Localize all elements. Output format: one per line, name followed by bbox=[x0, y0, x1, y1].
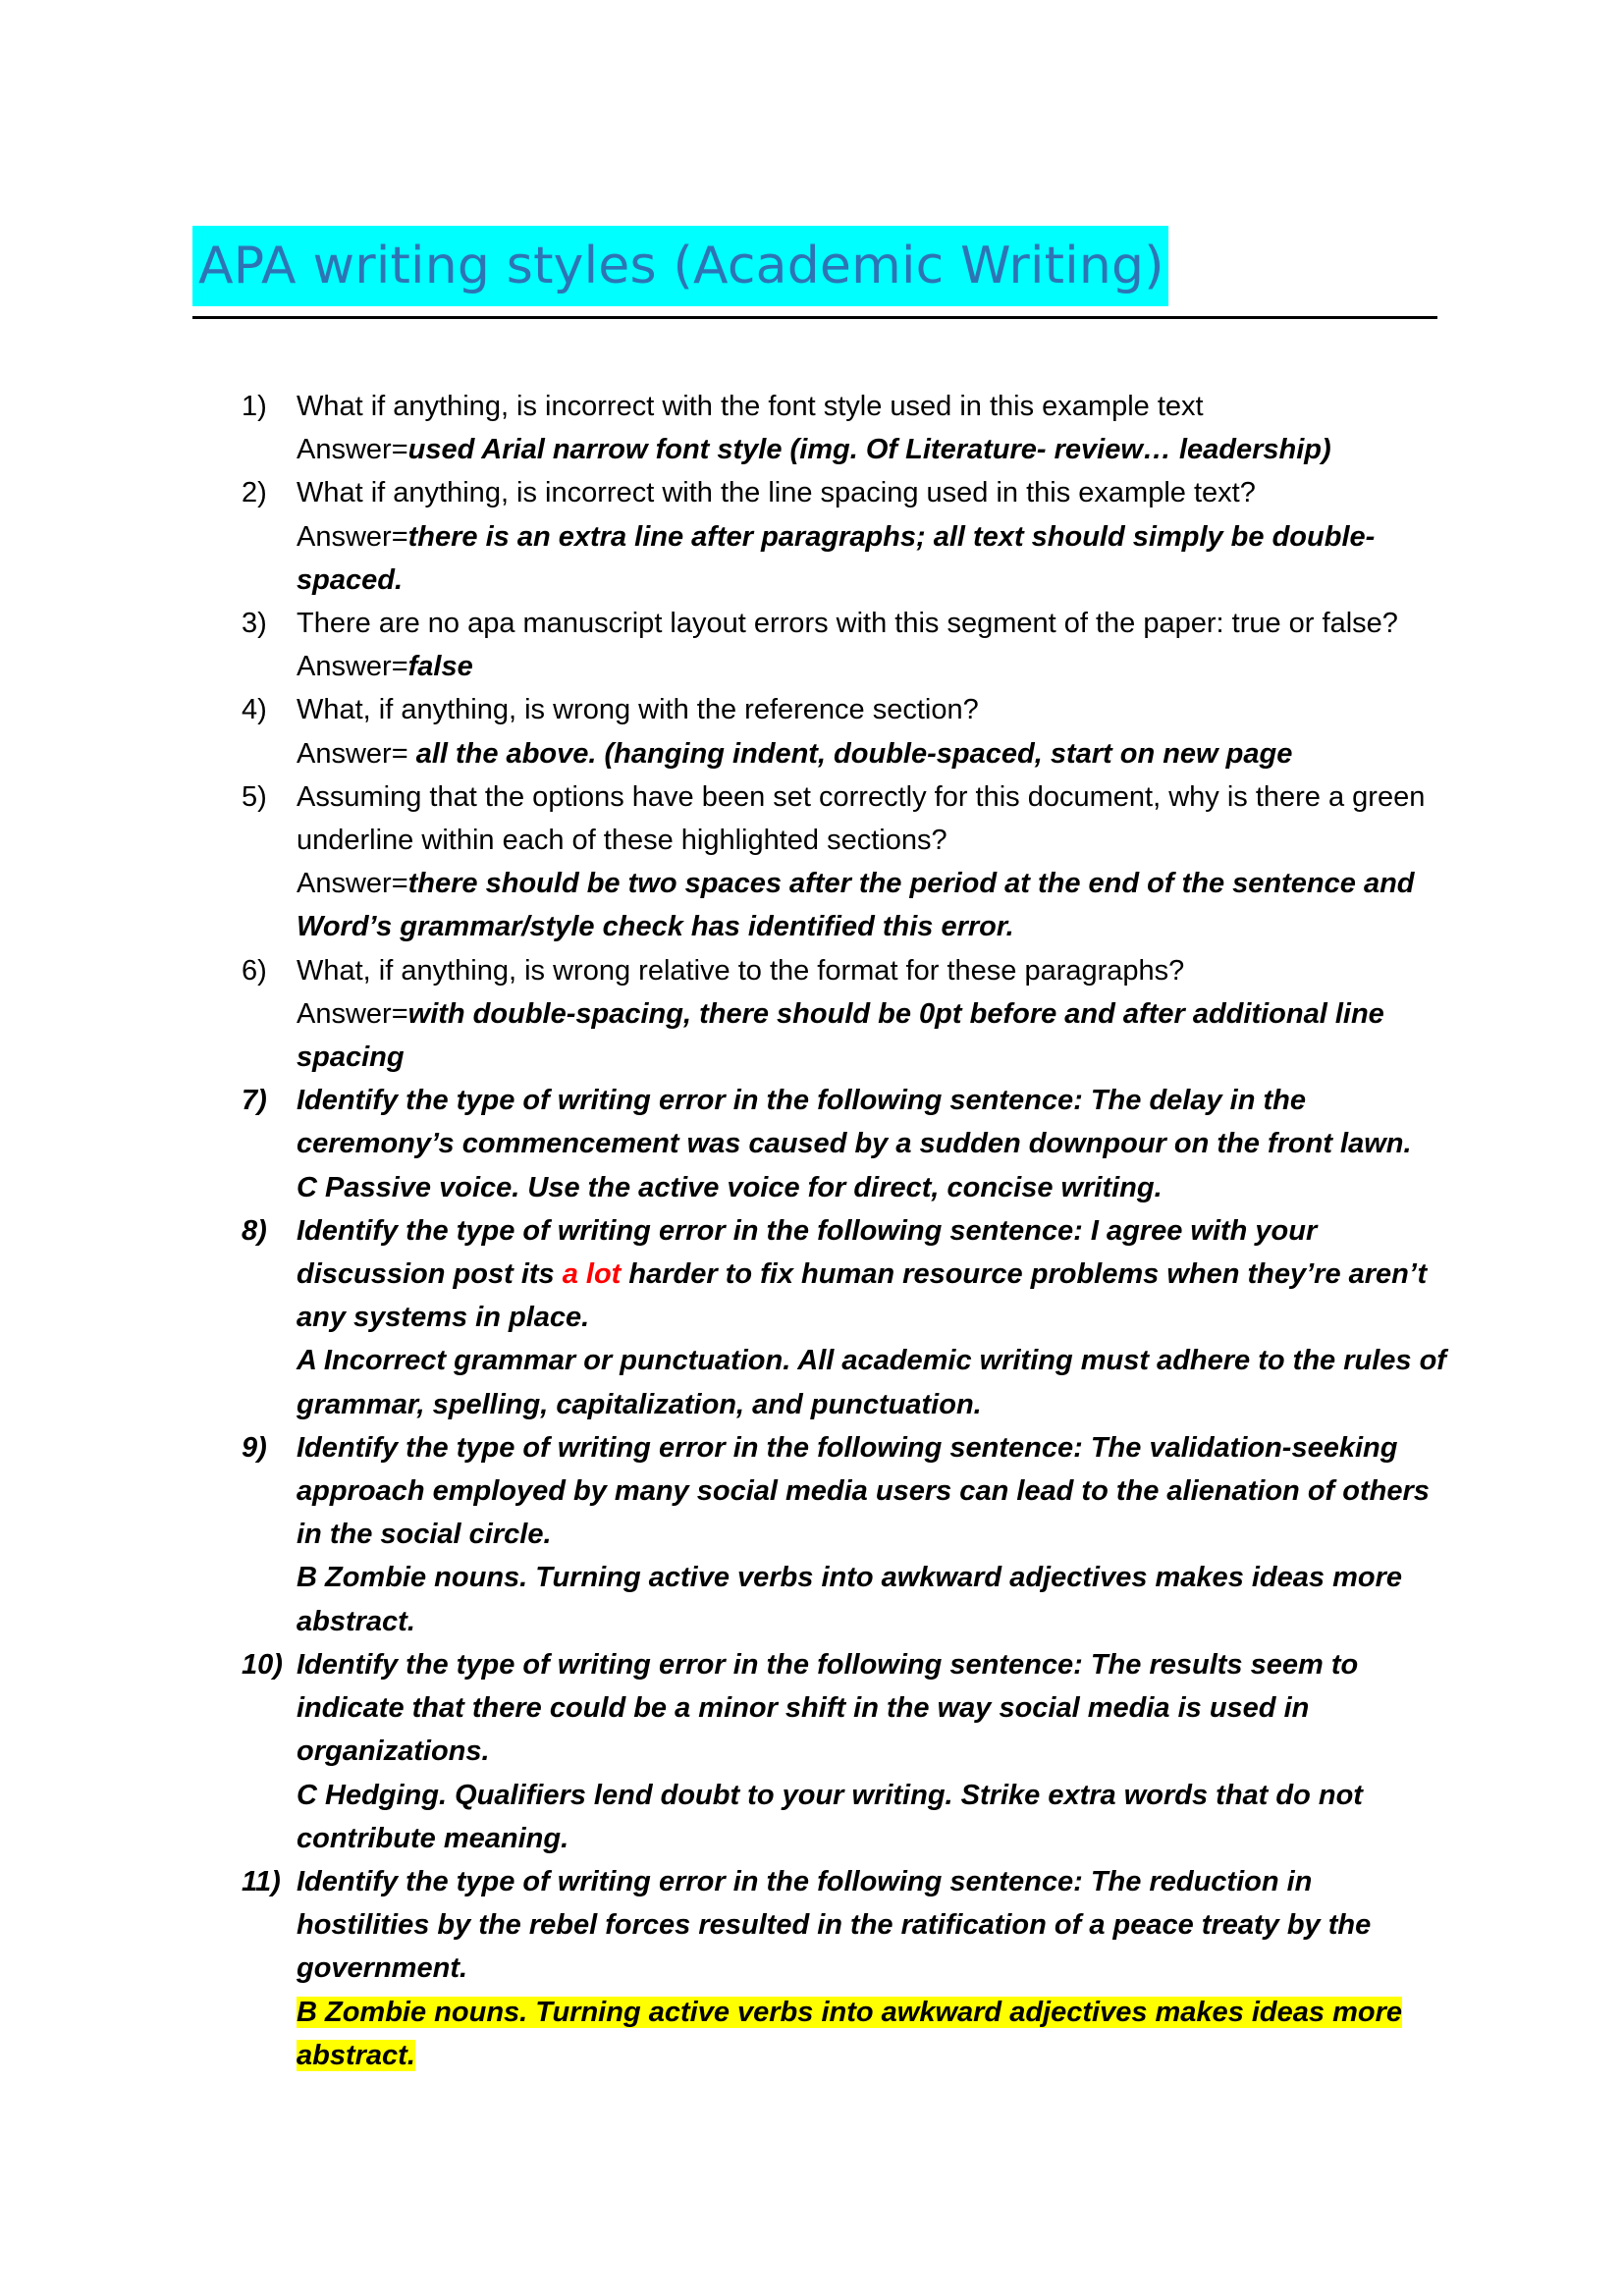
question-text: Assuming that the options have been set correctly for this document, why is there a green underline within each of these highlighted sections? bbox=[297, 780, 1426, 857]
document-title: APA writing styles (Academic Writing) bbox=[192, 226, 1168, 306]
question-list bbox=[242, 385, 1449, 2077]
question-text-start: Identify the type of writing error in the following sentence: I agree with your discussion post its bbox=[297, 1214, 1318, 1291]
question-item-9 bbox=[242, 1426, 1449, 1643]
question-item-10 bbox=[242, 1643, 1449, 1860]
question-text: What if anything, is incorrect with the line spacing used in this example text? bbox=[297, 477, 1256, 509]
title-block bbox=[192, 226, 1437, 319]
answer-label: Answer= bbox=[297, 997, 408, 1030]
answer-text: there should be two spaces after the period at the end of the sentence and Word’s grammar/style check has identified this error. bbox=[297, 868, 1415, 943]
question-item-2 bbox=[242, 471, 1449, 602]
answer-text-block bbox=[297, 1991, 1449, 2077]
answer-line bbox=[297, 515, 1449, 602]
highlighted-error-phrase: a lot bbox=[562, 1258, 622, 1291]
answer-text: C Passive voice. Use the active voice for direct, concise writing. bbox=[297, 1171, 1163, 1203]
question-number: 6) bbox=[242, 954, 267, 987]
answer-text: A Incorrect grammar or punctuation. All academic writing must adhere to the rules of grammar, spelling, capitalization, and punctuation. bbox=[297, 1345, 1446, 1420]
question-number: 7) bbox=[242, 1085, 267, 1117]
question-number: 9) bbox=[242, 1431, 267, 1464]
answer-label: Answer= bbox=[297, 868, 408, 900]
question-item-11 bbox=[242, 1860, 1449, 2077]
answer-text: B Zombie nouns. Turning active verbs into awkward adjectives makes ideas more abstract. bbox=[297, 1562, 1403, 1637]
question-item-8 bbox=[242, 1209, 1449, 1426]
question-item-3 bbox=[242, 602, 1449, 688]
question-text: Identify the type of writing error in the following sentence: The validation-seeking approach employed by many social media users can lead to the alienation of others in the social circle. bbox=[297, 1431, 1430, 1551]
answer-text: false bbox=[407, 651, 473, 683]
question-text: There are no apa manuscript layout errors with this segment of the paper: true or false? bbox=[297, 608, 1398, 640]
question-item-4 bbox=[242, 688, 1449, 774]
question-number: 4) bbox=[242, 694, 267, 726]
question-item-5 bbox=[242, 775, 1449, 949]
answer-label: Answer= bbox=[297, 737, 416, 770]
answer-line bbox=[297, 428, 1449, 471]
question-number: 5) bbox=[242, 780, 267, 813]
question-text: What if anything, is incorrect with the font style used in this example text bbox=[297, 391, 1204, 422]
question-number: 11) bbox=[242, 1865, 281, 1897]
answer-text: all the above. (hanging indent, double-spaced, start on new page bbox=[415, 737, 1293, 770]
question-text-end: harder to fix human resource problems when they’re aren’t any systems in place. bbox=[297, 1258, 1428, 1334]
question-with-answer bbox=[297, 602, 1449, 688]
question-number: 1) bbox=[242, 391, 267, 422]
question-number: 3) bbox=[242, 608, 267, 640]
question-text: What, if anything, is wrong with the reference section? bbox=[297, 694, 979, 726]
answer-line bbox=[297, 862, 1449, 948]
answer-text: with double-spacing, there should be 0pt before and after additional line spacing bbox=[297, 997, 1384, 1074]
answer-text: used Arial narrow font style (img. Of Literature- review… leadership) bbox=[407, 434, 1331, 466]
answer-label: Answer= bbox=[297, 434, 408, 466]
answer-line bbox=[297, 992, 1449, 1079]
question-text: Identify the type of writing error in the following sentence: The reduction in hostilities by the rebel forces resulted in the ratification of a peace treaty by the government. bbox=[297, 1865, 1372, 1985]
question-item-1 bbox=[242, 385, 1449, 471]
question-item-6 bbox=[242, 949, 1449, 1080]
answer-label: Answer= bbox=[297, 651, 408, 683]
answer-text: there is an extra line after paragraphs; all text should simply be double-spaced. bbox=[297, 520, 1376, 596]
highlighted-answer-text: B Zombie nouns. Turning active verbs into awkward adjectives makes ideas more abstract. bbox=[297, 1996, 1403, 2071]
question-text: Identify the type of writing error in the following sentence: The delay in the ceremony’s commencement was caused by a sudden downpour on the front lawn. bbox=[297, 1085, 1412, 1160]
question-text bbox=[297, 1209, 1449, 1340]
answer-text: C Hedging. Qualifiers lend doubt to your writing. Strike extra words that do not contribute meaning. bbox=[297, 1779, 1363, 1854]
question-number: 2) bbox=[242, 477, 267, 509]
answer-line bbox=[297, 732, 1449, 775]
question-text: What, if anything, is wrong relative to the format for these paragraphs? bbox=[297, 954, 1185, 987]
question-number: 8) bbox=[242, 1214, 267, 1247]
question-item-7 bbox=[242, 1079, 1449, 1209]
question-text: Identify the type of writing error in the following sentence: The results seem to indicate that there could be a minor shift in the way social media is used in organizations. bbox=[297, 1648, 1359, 1768]
question-number: 10) bbox=[242, 1648, 283, 1681]
answer-label: Answer= bbox=[297, 520, 408, 553]
